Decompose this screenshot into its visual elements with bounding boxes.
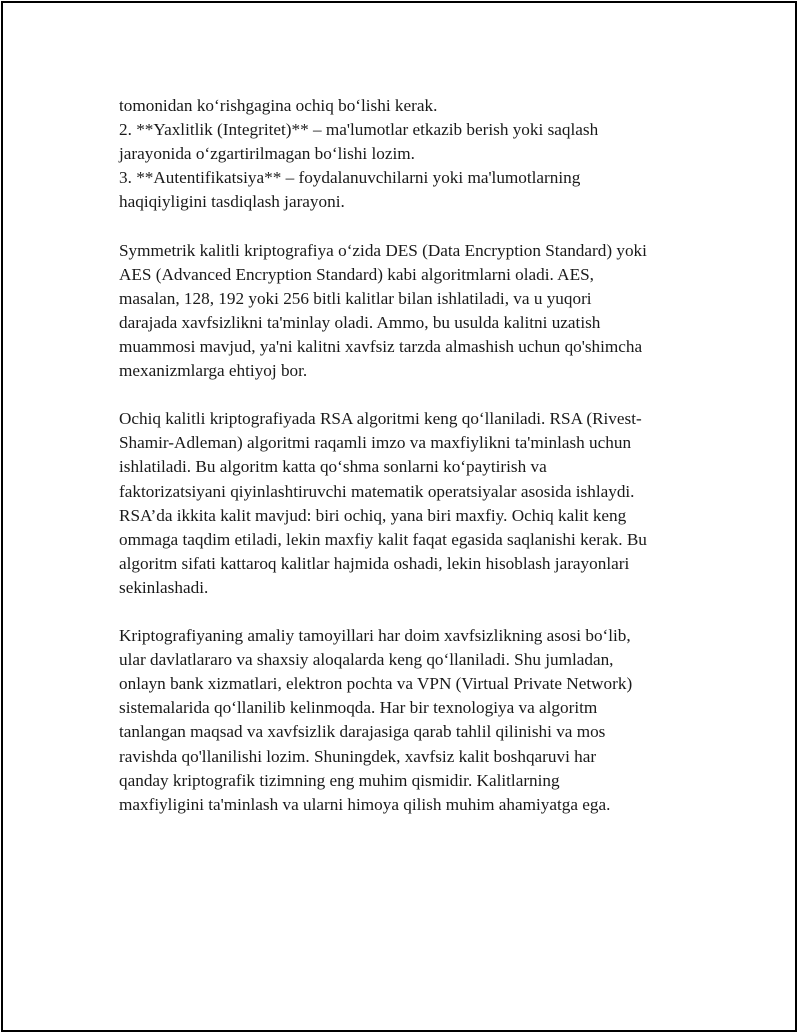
page-frame bbox=[1, 1, 797, 1032]
text-line: ommaga taqdim etiladi, lekin maxfiy kalit faqat egasida saqlanishi kerak. Bu bbox=[119, 529, 647, 549]
text-line: qanday kriptografik tizimning eng muhim qismidir. Kalitlarning bbox=[119, 770, 560, 790]
text-line: Kriptografiyaning amaliy tamoyillari har doim xavfsizlikning asosi bo‘lib, bbox=[119, 626, 631, 646]
paragraph-security-goals bbox=[119, 94, 699, 214]
text-line: muammosi mavjud, ya'ni kalitni xavfsiz tarzda almashish uchun qo'shimcha bbox=[119, 336, 643, 356]
text-line: tomonidan ko‘rishgagina ochiq bo‘lishi kerak. bbox=[119, 96, 438, 115]
text-line: onlayn bank xizmatlari, elektron pochta va VPN (Virtual Private Network) bbox=[119, 674, 633, 694]
text-line: ravishda qo'llanilishi lozim. Shuningdek, xavfsiz kalit boshqaruvi har bbox=[119, 746, 597, 766]
text-line: haqiqiyligini tasdiqlash jarayoni. bbox=[119, 192, 345, 212]
text-line: ishlatiladi. Bu algoritm katta qo‘shma sonlarni ko‘paytirish va bbox=[119, 457, 547, 477]
text-line: ular davlatlararo va shaxsiy aloqalarda keng qo‘llaniladi. Shu jumladan, bbox=[119, 650, 614, 670]
text-line: darajada xavfsizlikni ta'minlay oladi. Ammo, bu usulda kalitni uzatish bbox=[119, 312, 601, 332]
paragraph-practical-principles bbox=[119, 624, 699, 817]
text-line: 3. **Autentifikatsiya** – foydalanuvchilarni yoki ma'lumotlarning bbox=[119, 168, 581, 188]
text-line: 2. **Yaxlitlik (Integritet)** – ma'lumotlar etkazib berish yoki saqlash bbox=[119, 120, 599, 140]
text-line: mexanizmlarga ehtiyoj bor. bbox=[119, 361, 308, 381]
text-line: sekinlashadi. bbox=[119, 577, 209, 597]
paragraph-public-key-crypto bbox=[119, 407, 699, 600]
text-line: Shamir-Adleman) algoritmi raqamli imzo va maxfiylikni ta'minlash uchun bbox=[119, 433, 632, 453]
text-line: sistemalarida qo‘llanilib kelinmoqda. Har bir texnologiya va algoritm bbox=[119, 698, 598, 718]
text-line: RSA’da ikkita kalit mavjud: biri ochiq, yana biri maxfiy. Ochiq kalit keng bbox=[119, 505, 627, 525]
text-line: tanlangan maqsad va xavfsizlik darajasiga qarab tahlil qilinishi va mos bbox=[119, 722, 606, 742]
text-line: Ochiq kalitli kriptografiyada RSA algoritmi keng qo‘llaniladi. RSA (Rivest- bbox=[119, 409, 642, 429]
text-line: Symmetrik kalitli kriptografiya o‘zida DES (Data Encryption Standard) yoki bbox=[119, 240, 647, 260]
text-line: maxfiyligini ta'minlash va ularni himoya qilish muhim ahamiyatga ega. bbox=[119, 794, 611, 814]
text-line: AES (Advanced Encryption Standard) kabi algoritmlarni oladi. AES, bbox=[119, 264, 594, 284]
text-line: masalan, 128, 192 yoki 256 bitli kalitlar bilan ishlatiladi, va u yuqori bbox=[119, 288, 592, 308]
text-line: algoritm sifati kattaroq kalitlar hajmida oshadi, lekin hisoblash jarayonlari bbox=[119, 553, 630, 573]
text-line: jarayonida o‘zgartirilmagan bo‘lishi lozim. bbox=[119, 144, 415, 164]
document-body bbox=[119, 94, 699, 841]
paragraph-symmetric-crypto bbox=[119, 239, 699, 384]
text-line: faktorizatsiyani qiyinlashtiruvchi matematik operatsiyalar asosida ishlaydi. bbox=[119, 481, 635, 501]
